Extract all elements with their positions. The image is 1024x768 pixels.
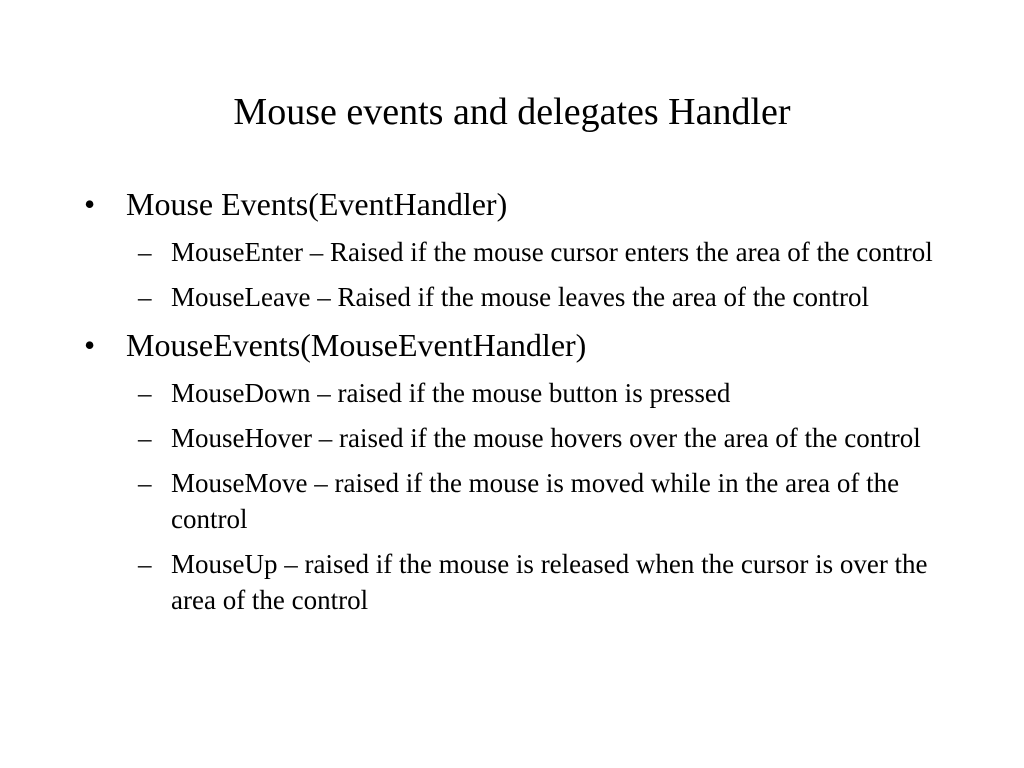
bullet-icon: •	[84, 327, 96, 363]
bullet-icon: •	[84, 186, 96, 222]
sub-item-mousemove	[80, 465, 950, 537]
dash-icon: –	[138, 468, 152, 498]
slide-body	[80, 184, 950, 618]
sub-item-mousedown	[80, 375, 950, 411]
bullet-heading: MouseEvents(MouseEventHandler)	[126, 327, 587, 363]
sub-item-text: MouseHover – raised if the mouse hovers over the area of the control	[171, 423, 921, 453]
dash-icon: –	[138, 549, 152, 579]
sub-item-text: MouseEnter – Raised if the mouse cursor enters the area of the control	[171, 237, 933, 267]
bullet-heading: Mouse Events(EventHandler)	[126, 186, 508, 222]
sub-item-mouseup	[80, 546, 950, 618]
dash-icon: –	[138, 423, 152, 453]
sub-item-text: MouseMove – raised if the mouse is moved while in the area of the control	[171, 468, 900, 534]
dash-icon: –	[138, 282, 152, 312]
dash-icon: –	[138, 237, 152, 267]
sub-item-mouseleave	[80, 279, 950, 315]
dash-icon: –	[138, 378, 152, 408]
slide-title: Mouse events and delegates Handler	[233, 91, 791, 133]
sub-item-mouseenter	[80, 234, 950, 270]
sub-item-mousehover	[80, 420, 950, 456]
bullet-item-mouse-event-handler	[80, 325, 950, 365]
bullet-item-mouse-events	[80, 184, 950, 224]
sub-item-text: MouseUp – raised if the mouse is released when the cursor is over the area of the control	[171, 549, 928, 615]
sub-item-text: MouseLeave – Raised if the mouse leaves the area of the control	[171, 282, 869, 312]
sub-item-text: MouseDown – raised if the mouse button is pressed	[171, 378, 731, 408]
